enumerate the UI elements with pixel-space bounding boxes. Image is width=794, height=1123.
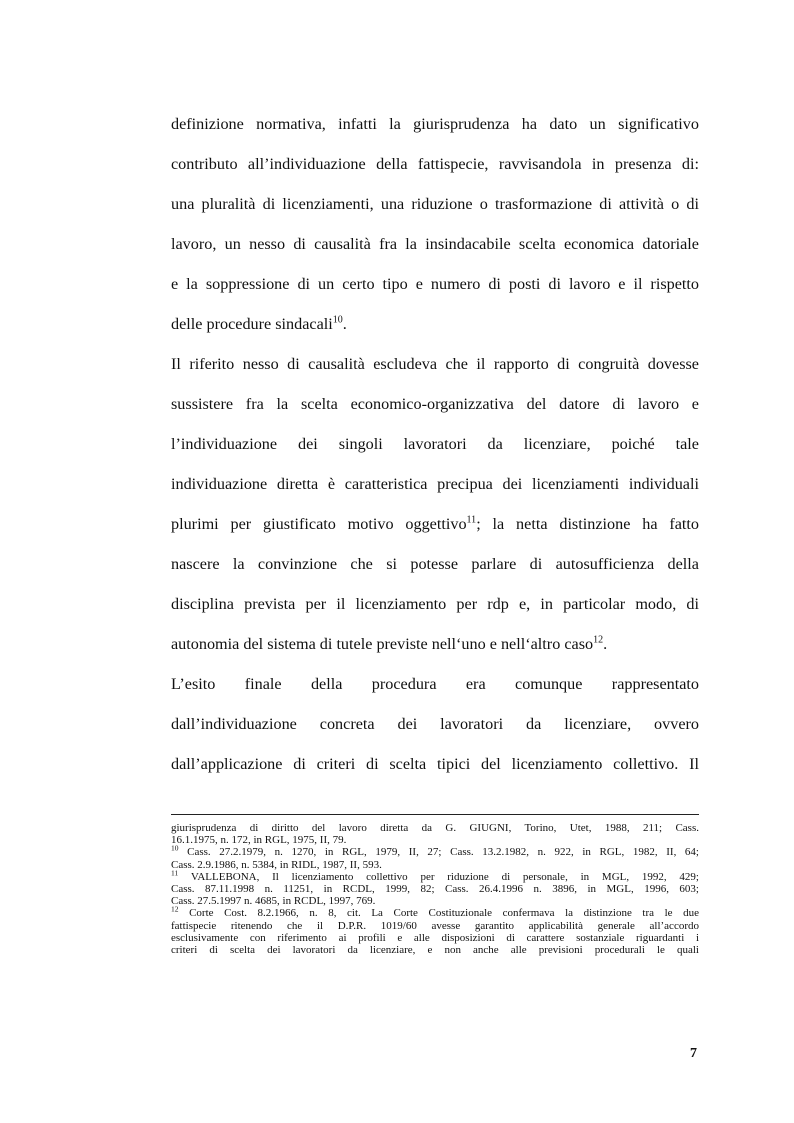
footnote-line: Cass. 2.9.1986, n. 5384, in RIDL, 1987, II, 593.: [171, 858, 382, 871]
body-line: una pluralità di licenziamenti, una riduzione o trasformazione di attività o di: [171, 195, 699, 213]
body-line: dall’individuazione concreta dei lavoratori da licenziare, ovvero: [171, 715, 699, 733]
footnote-ref[interactable]: 12: [593, 634, 604, 646]
body-line: plurimi per giustificato motivo oggettivo$^{11}$; la netta distinzione ha fatto: [171, 514, 700, 533]
footnote-line: Cass. 27.5.1997 n. 4685, in RCDL, 1997, 769.: [171, 895, 376, 908]
footnote-line: esclusivamente con riferimento ai profili e alle disposizioni di carattere sostanziale riguardanti i: [171, 931, 699, 944]
body-line: Il riferito nesso di causalità escludeva che il rapporto di congruità dovesse: [171, 355, 699, 373]
footnote-number: 11: [171, 868, 179, 878]
body-line: nascere la convinzione che si potesse parlare di autosufficienza della: [171, 555, 699, 573]
footnote-ref[interactable]: 10: [332, 314, 343, 326]
body-line: definizione normativa, infatti la giurisprudenza ha dato un significativo: [171, 115, 699, 133]
footnote-line: giurisprudenza di diritto del lavoro diretta da G. GIUGNI, Torino, Utet, 1988, 211; Cass.: [171, 822, 699, 834]
footnote-ref[interactable]: 11: [466, 514, 477, 526]
body-line: L’esito finale della procedura era comunque rappresentato: [171, 675, 699, 693]
body-line: contributo all’individuazione della fattispecie, ravvisandola in presenza di:: [171, 155, 699, 173]
footnote-line: $^{11}$ VALLEBONA, Il licenziamento collettivo per riduzione di personale, in MGL, 1992, 429;: [171, 868, 699, 883]
page-number: 7: [690, 1046, 697, 1061]
footnote-line: fattispecie ritenendo che il D.P.R. 1019/60 avesse garantito applicabilità generale all’accordo: [171, 919, 699, 932]
footnote-number: 10: [171, 843, 179, 853]
body-line: l’individuazione dei singoli lavoratori da licenziare, poiché tale: [171, 435, 699, 453]
body-line: autonomia del sistema di tutele previste nell‘uno e nell‘altro caso$^{12}$.: [171, 634, 608, 653]
footnote-line: $^{10}$ Cass. 27.2.1979, n. 1270, in RGL, 1979, II, 27; Cass. 13.2.1982, n. 922, in RGL, 1982, II, 64;: [171, 843, 699, 859]
body-line: sussistere fra la scelta economico-organizzativa del datore di lavoro e: [171, 395, 699, 413]
footnote-line: criteri di scelta dei lavoratori da licenziare, e non anche alle previsioni procedurali le quali: [171, 943, 699, 956]
footnote-number: 12: [171, 904, 179, 914]
footnote-line: 16.1.1975, n. 172, in RGL, 1975, II, 79.: [171, 834, 347, 847]
body-line: lavoro, un nesso di causalità fra la insindacabile scelta economica datoriale: [171, 235, 699, 253]
body-line: dall’applicazione di criteri di scelta tipici del licenziamento collettivo. Il: [171, 755, 699, 773]
body-text: [171, 104, 699, 784]
footnote-line: Cass. 87.11.1998 n. 11251, in RCDL, 1999, 82; Cass. 26.4.1996 n. 3896, in MGL, 1996, 603;: [171, 882, 699, 895]
footnote-divider: [171, 814, 699, 815]
footnote-line: $^{12}$ Corte Cost. 8.2.1966, n. 8, cit. La Corte Costituzionale confermava la distinzione tra le due: [171, 904, 699, 920]
body-line: individuazione diretta è caratteristica precipua dei licenziamenti individuali: [171, 475, 699, 493]
body-line: delle procedure sindacali$^{10}$.: [171, 314, 347, 333]
footnotes: [171, 822, 699, 956]
body-line: disciplina prevista per il licenziamento per rdp e, in particolar modo, di: [171, 595, 699, 613]
body-line: e la soppressione di un certo tipo e numero di posti di lavoro e il rispetto: [171, 275, 699, 293]
